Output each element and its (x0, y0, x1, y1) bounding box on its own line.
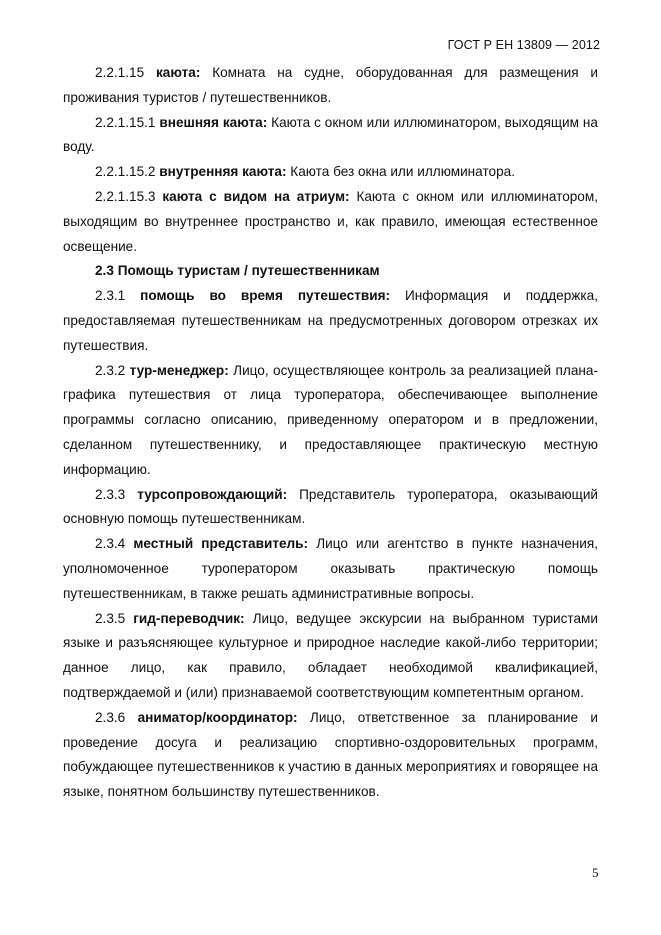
document-body (63, 61, 598, 805)
definition-text: Информация и поддержка, предоставляемая путешественникам на предусмотренных договором отрезках их путешествия. (63, 288, 598, 353)
defined-term: аниматор/координатор: (137, 709, 298, 725)
defined-term: помощь во время путешествия: (140, 288, 391, 304)
definition-paragraph (63, 706, 598, 805)
defined-term: турсопровождающий: (137, 486, 288, 502)
definition-text: Каюта без окна или иллюминатора. (290, 164, 515, 180)
definition-paragraph (63, 61, 598, 111)
clause-number: 2.2.1.15.1 (95, 114, 156, 130)
definition-text: Лицо, ответственное за планирование и проведение досуга и реализацию спортивно-оздоровительных программ, побуждающее путешественников к участию в данных мероприятиях и говорящее на языке, понятном большинству путешественников. (63, 709, 599, 800)
definition-paragraph (63, 284, 598, 358)
defined-term: местный представитель: (133, 536, 309, 552)
clause-number: 2.2.1.15.3 (95, 188, 156, 204)
clause-number: 2.3.1 (95, 288, 126, 304)
definition-text: Представитель туроператора, оказывающий основную помощь путешественникам. (63, 486, 599, 527)
defined-term: каюта: (155, 65, 201, 80)
definition-text: Лицо, осуществляющее контроль за реализацией плана-графика путешествия от лица туроператора, обеспечивающее выполнение программы согласно описанию, приведенному оператором и в предложении, сделанном путешественнику, и предоставляющее практическую местную информацию. (63, 362, 599, 477)
page-number: 5 (592, 865, 599, 880)
clause-number: 2.3.4 (95, 536, 126, 552)
definition-paragraph (63, 160, 598, 185)
definition-text: Лицо, ведущее экскурсии на выбранном туристами языке и разъясняющее культурное и природное наследие какой-либо территории; данное лицо, как правило, обладает необходимой квалификацией, подтверждаемой и (или) признаваемой соответствующим компетентным органом. (63, 610, 598, 700)
definition-paragraph (63, 607, 598, 706)
clause-number: 2.3.3 (95, 486, 126, 502)
definition-paragraph (63, 532, 598, 606)
definition-text: Каюта с окном или иллюминатором, выходящим на воду. (63, 114, 598, 155)
definition-text: Комната на судне, оборудованная для размещения и проживания туристов / путешественников. (63, 65, 598, 105)
definition-text: Лицо или агентство в пункте назначения, уполномоченное туроператором оказывать практическую помощь путешественникам, в также решать административные вопросы. (63, 536, 599, 601)
clause-number: 2.2.1.15 (95, 65, 145, 80)
definition-paragraph (63, 483, 598, 533)
clause-number: 2.3.2 (95, 362, 126, 378)
definition-paragraph (63, 185, 598, 259)
definition-text: Каюта с окном или иллюминатором, выходящим во внутреннее пространство и, как правило, имеющая естественное освещение. (63, 188, 598, 254)
defined-term: гид-переводчик: (133, 610, 245, 626)
clause-number: 2.3.6 (95, 709, 126, 725)
defined-term: внешняя каюта: (159, 114, 268, 130)
document-header: ГОСТ Р ЕН 13809 — 2012 (447, 38, 600, 52)
section-heading (63, 259, 598, 284)
section-title: Помощь туристам / путешественникам (117, 263, 380, 279)
defined-term: тур-менеджер: (129, 362, 229, 378)
definition-paragraph (63, 359, 598, 483)
defined-term: каюта с видом на атриум: (162, 188, 350, 204)
defined-term: внутренняя каюта: (159, 164, 287, 180)
clause-number: 2.2.1.15.2 (95, 164, 156, 180)
clause-number: 2.3.5 (95, 610, 126, 626)
definition-paragraph (63, 111, 598, 161)
section-number: 2.3 (95, 263, 114, 279)
